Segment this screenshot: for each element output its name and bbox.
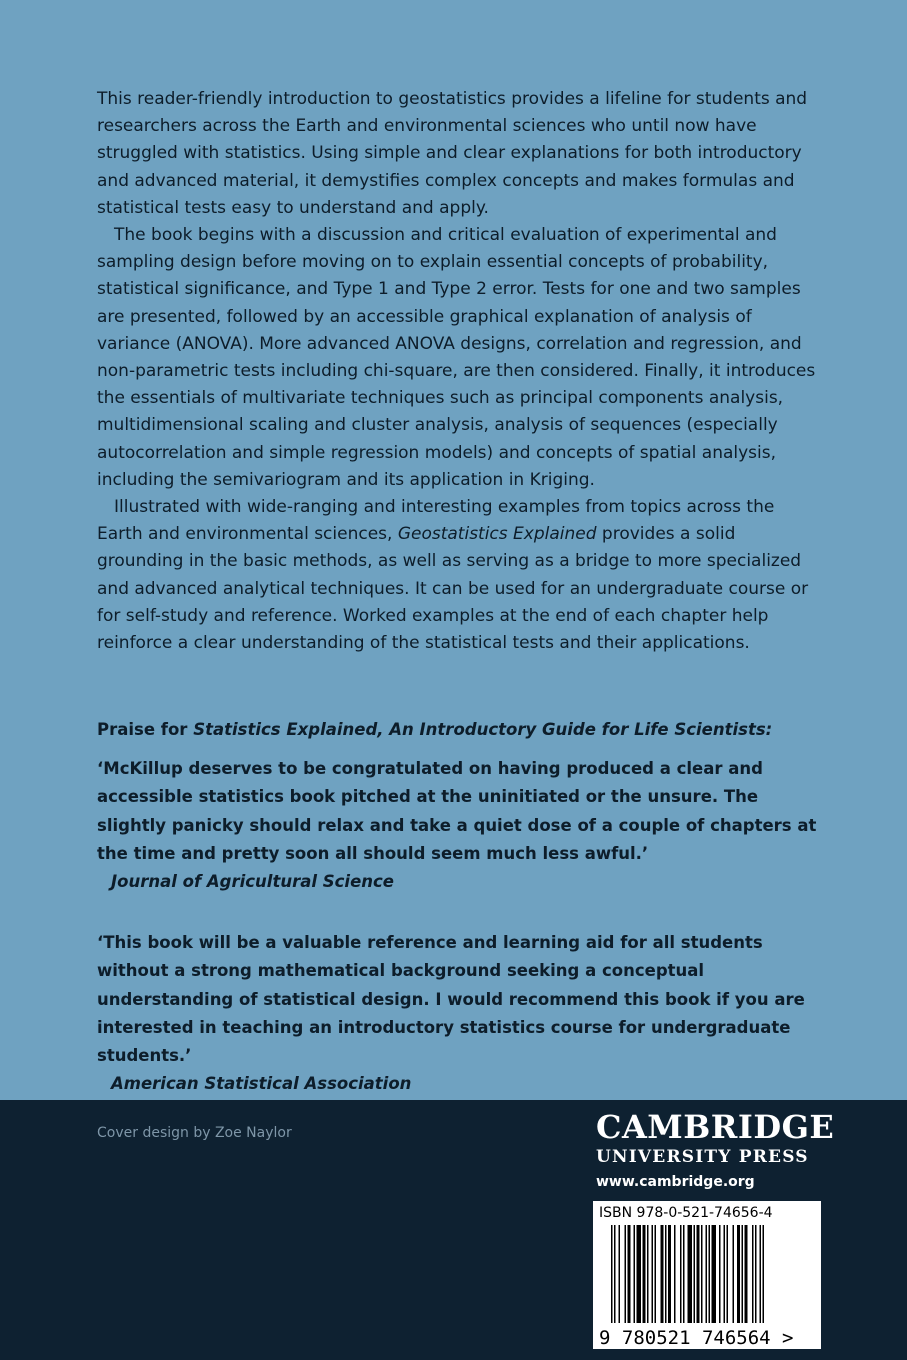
- barcode-bar: [709, 1225, 711, 1323]
- praise-heading: [97, 716, 819, 744]
- barcode-graphic: [593, 1201, 821, 1349]
- back-cover-blurb: [97, 86, 819, 657]
- blurb-p3-end: provides a solid grounding in the basic methods, as well as serving as a bridge to more specialized and advanced analytical techniques. It can be used for an undergraduate course or for self-study and reference. Worked examples at the end of each chapter help reinforce a clear understanding of the statistical tests and their applications.: [97, 524, 809, 654]
- barcode-bar: [634, 1225, 636, 1323]
- barcode-bar: [697, 1225, 700, 1323]
- praise-heading-prefix: Praise for: [97, 720, 194, 739]
- barcode-bar: [724, 1225, 726, 1323]
- praise-source-1: Journal of Agricultural Science: [111, 872, 394, 892]
- barcode-bar: [760, 1225, 762, 1323]
- barcode-bar: [655, 1225, 657, 1323]
- barcode-bar: [737, 1225, 740, 1323]
- barcode-bar: [674, 1225, 676, 1323]
- barcode-bars: [611, 1225, 764, 1323]
- barcode-bar: [628, 1225, 631, 1323]
- barcode-bar: [712, 1225, 717, 1323]
- barcode-bar: [755, 1225, 757, 1323]
- cover-design-credit: Cover design by Zoe Naylor: [97, 1125, 292, 1141]
- praise-quote-2: ‘This book will be a valuable reference and learning aid for all students without a strong mathematical background seeking a conceptual understanding of statistical design. I would recommend this book if you are interested in teaching an introductory statistics course for undergraduate students.’: [97, 933, 805, 1066]
- barcode-bar: [661, 1225, 664, 1323]
- publisher-logo: [596, 1108, 835, 1190]
- barcode-bar: [752, 1225, 754, 1323]
- blurb-paragraph-1: This reader-friendly introduction to geostatistics provides a lifeline for students and researchers across the Earth and environmental sciences who until now have struggled with statistics. Using simple and clear explanations for both introductory and advanced material, it demystifies complex concepts and makes formulas and statistical tests easy to understand and apply.: [97, 89, 808, 218]
- barcode-bar: [643, 1225, 646, 1323]
- blurb-paragraph-3: [97, 494, 819, 657]
- barcode-bar: [668, 1225, 671, 1323]
- praise-section: [97, 716, 819, 1098]
- praise-source-2: American Statistical Association: [111, 1074, 412, 1094]
- barcode-bar: [647, 1225, 649, 1323]
- barcode-bar: [727, 1225, 729, 1323]
- barcode-digits: 9 780521 746564 >: [599, 1327, 794, 1349]
- barcode-bar: [763, 1225, 765, 1323]
- barcode-bar: [637, 1225, 642, 1323]
- publisher-name: CAMBRIDGE: [596, 1108, 835, 1146]
- blurb-paragraph-2: The book begins with a discussion and critical evaluation of experimental and sampling design before moving on to explain essential concepts of probability, statistical significance, and Type 1 and Type 2 error. Tests for one and two samples are presented, followed by an accessible graphical explanation of analysis of variance (ANOVA). More advanced ANOVA designs, correlation and regression, and non-parametric tests including chi-square, are then considered. Finally, it introduces the essentials of multivariate techniques such as principal components analysis, multidimensional scaling and cluster analysis, analysis of sequences (especially autocorrelation and simple regression models) and concepts of spatial analysis, including the semivariogram and its application in Kriging.: [97, 225, 816, 490]
- barcode-bar: [611, 1225, 613, 1323]
- publisher-subtitle: UNIVERSITY PRESS: [596, 1147, 809, 1167]
- barcode-bar: [742, 1225, 744, 1323]
- barcode-bar: [625, 1225, 627, 1323]
- praise-quote-1: ‘McKillup deserves to be congratulated on having produced a clear and accessible statistics book pitched at the uninitiated or the unsure. The slightly panicky should relax and take a quiet dose of a couple of chapters at the time and pretty soon all should seem much less awful.’: [97, 759, 817, 863]
- blurb-p3-start: Illustrated with wide-ranging and interesting examples from topics across the Earth and environmental sciences,: [97, 497, 775, 545]
- barcode-bar: [694, 1225, 696, 1323]
- book-title: Geostatistics Explained: [397, 524, 597, 545]
- barcode-bar: [701, 1225, 703, 1323]
- barcode-bar: [614, 1225, 616, 1323]
- barcode-bar: [680, 1225, 682, 1323]
- publisher-url: www.cambridge.org: [596, 1174, 755, 1190]
- isbn-label: ISBN 978-0-521-74656-4: [599, 1205, 773, 1221]
- barcode-bar: [665, 1225, 667, 1323]
- barcode-bar: [619, 1225, 621, 1323]
- barcode-bar: [745, 1225, 748, 1323]
- barcode-bar: [683, 1225, 685, 1323]
- praised-book-title: Statistics Explained, An Introductory Guide for Life Scientists:: [193, 720, 773, 739]
- barcode-bar: [652, 1225, 654, 1323]
- barcode-bar: [719, 1225, 721, 1323]
- barcode-bar: [733, 1225, 735, 1323]
- footer-band: [0, 1100, 907, 1360]
- barcode-bar: [706, 1225, 708, 1323]
- barcode-bar: [688, 1225, 693, 1323]
- isbn-barcode: [593, 1201, 821, 1349]
